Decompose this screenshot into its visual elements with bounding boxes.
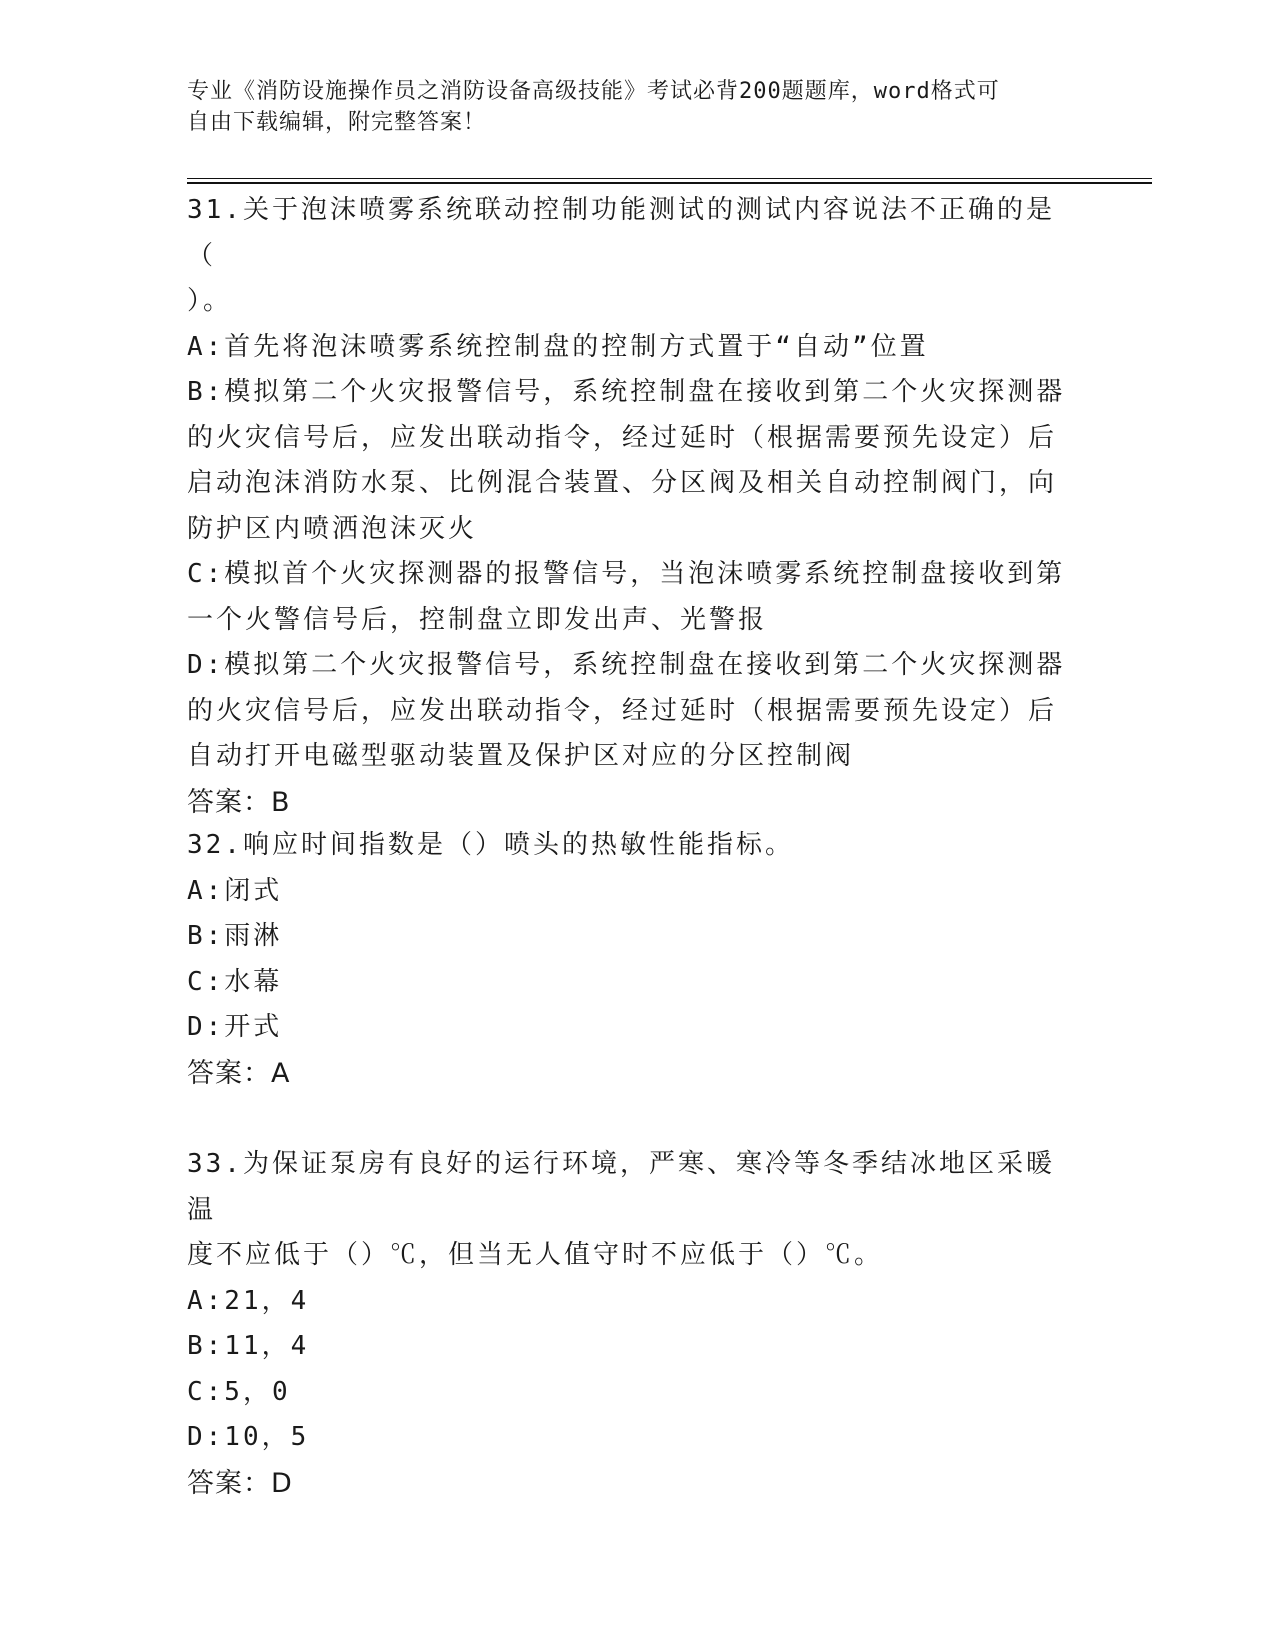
- option-b-line-2: 的火灾信号后，应发出联动指令，经过延时（根据需要预先设定）后: [187, 422, 1058, 453]
- question-33-option-d: [187, 1415, 1077, 1461]
- option-b-line-1: B:模拟第二个火灾报警信号，系统控制盘在接收到第二个火灾探测器: [187, 377, 1066, 407]
- question-31-stem-line-2: ）。: [187, 286, 233, 316]
- question-33-option-b: [187, 1324, 1077, 1370]
- option-d-line-3: 自动打开电磁型驱动装置及保护区对应的分区控制阀: [187, 741, 855, 771]
- header-line-1: 专业《消防设施操作员之消防设备高级技能》考试必背200题题库，word格式可: [187, 79, 1000, 104]
- question-33-stem-line-2: 度不应低于（）℃，但当无人值守时不应低于（）℃。: [187, 1240, 884, 1270]
- question-31: [187, 188, 1077, 825]
- question-33-option-a: [187, 1279, 1077, 1325]
- option-a-line-1: A:21，4: [187, 1285, 310, 1316]
- question-32-answer: 答案：A: [187, 1057, 291, 1089]
- option-c-line-1: C:5，0: [187, 1376, 291, 1407]
- question-31-option-c: [187, 552, 1077, 643]
- option-b-line-3: 启动泡沫消防水泵、比例混合装置、分区阀及相关自动控制阀门，向: [187, 468, 1058, 498]
- header-line-2: 自由下载编辑，附完整答案！: [187, 110, 487, 135]
- question-33: [187, 1142, 1077, 1506]
- question-33-answer: 答案：D: [187, 1467, 293, 1499]
- option-c-line-1: C:模拟首个火灾探测器的报警信号，当泡沫喷雾系统控制盘接收到第: [187, 559, 1066, 589]
- option-d-line-2: 的火灾信号后，应发出联动指令，经过延时（根据需要预先设定）后: [187, 695, 1058, 726]
- document-header: [187, 76, 1087, 138]
- question-31-option-a: [187, 325, 1077, 371]
- question-31-answer: 答案：B: [187, 786, 291, 818]
- option-a-line-1: A:闭式: [187, 875, 283, 906]
- option-a-line-1: A:首先将泡沫喷雾系统控制盘的控制方式置于“自动”位置: [187, 331, 929, 362]
- option-d-line-1: D:开式: [187, 1012, 283, 1042]
- option-b-line-1: B:雨淋: [187, 921, 283, 951]
- question-32-stem-line-1: 32.响应时间指数是（）喷头的热敏性能指标。: [187, 830, 794, 860]
- question-32-option-d: [187, 1005, 1077, 1051]
- option-c-line-2: 一个火警信号后，控制盘立即发出声、光警报: [187, 604, 768, 635]
- question-32: [187, 823, 1077, 1096]
- question-32-option-b: [187, 914, 1077, 960]
- option-b-line-1: B:11，4: [187, 1331, 310, 1361]
- question-33-option-c: [187, 1370, 1077, 1416]
- question-32-option-c: [187, 960, 1077, 1006]
- question-31-stem-line-1: 31.关于泡沫喷雾系统联动控制功能测试的测试内容说法不正确的是（: [187, 195, 1055, 271]
- question-33-stem-line-1: 33.为保证泵房有良好的运行环境，严寒、寒冷等冬季结冰地区采暖温: [187, 1149, 1055, 1225]
- header-divider-thin: [187, 178, 1152, 179]
- option-b-line-4: 防护区内喷洒泡沫灭火: [187, 513, 478, 544]
- option-c-line-1: C:水幕: [187, 966, 283, 997]
- option-d-line-1: D:模拟第二个火灾报警信号，系统控制盘在接收到第二个火灾探测器: [187, 650, 1066, 680]
- header-divider-thick: [187, 182, 1152, 184]
- question-31-option-d: [187, 643, 1077, 780]
- option-d-line-1: D:10，5: [187, 1422, 310, 1452]
- question-32-option-a: [187, 869, 1077, 915]
- question-31-option-b: [187, 370, 1077, 552]
